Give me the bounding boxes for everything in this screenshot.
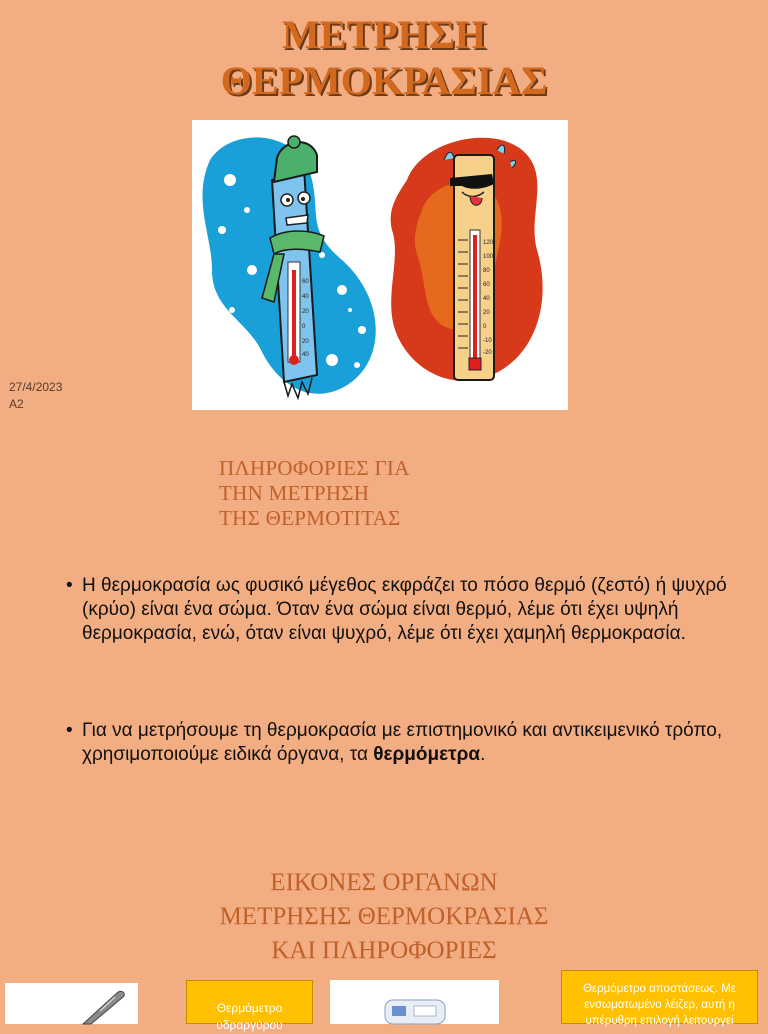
hot-scale-5: 40 [483,296,490,302]
hot-scale-8: -10 [483,338,492,344]
cold-scale-1: 60 [302,279,309,285]
cold-scale-4: 0 [302,324,306,330]
hot-scale-1: 120 [483,240,494,246]
info-bullet-list [66,574,746,767]
cold-scale-5: 20 [302,339,309,345]
subheading-line-3: ΤΗΣ ΘΕΡΜΟΤΙΤΑΣ [219,506,401,530]
cold-scale-6: 40 [302,352,309,358]
hot-scale-2: 100 [483,254,494,260]
instruments-heading-line-1: ΕΙΚΟΝΕΣ ΟΡΓΑΝΩΝ [270,869,498,896]
mercury-thermometer-info-card [186,980,313,1032]
hot-scale-9: -20 [483,350,492,356]
class-label: A2 [9,397,24,411]
thermometer-photo-card [5,983,138,1024]
mercury-thermometer-image [5,983,138,1024]
date-label: 27/4/2023 [9,380,63,394]
thermometers-illustration [192,120,568,410]
hot-scale-6: 20 [483,310,490,316]
hot-scale-7: 0 [483,324,487,330]
card-text-mercury: Θερμόμετρο [216,1001,283,1015]
bullet-text-bold: θερμόμετρα [373,744,481,765]
instruments-heading-line-3: ΚΑΙ ΠΛΗΡΟΦΟΡΙΕΣ [271,937,497,964]
instruments-heading [0,866,768,968]
bullet-item [66,574,746,646]
bullet-text-temperature-definition: Η θερμοκρασία ως φυσικό μέγεθος εκφράζει το πόσο θερμό (ζεστό) ή ψυχρό (κρύο) είναι ένα σώμα. Όταν ένα σώμα είναι θερμό, λέμε ότι έχει υψηλή θερμοκρασία, ενώ, όταν είναι ψυχρό, λέμε ότι έχει χαμηλή θερμοκρασία. [82,575,727,644]
hot-scale-3: 80 [483,268,490,274]
card-text-distance: Θερμόμετρο αποστάσεως. Με ενσωματωμένο λέιζερ, αυτή η υπέρυθρη επιλογή λειτουργεί [583,983,736,1027]
cold-scale-2: 40 [302,294,309,300]
infrared-thermometer-image [330,980,499,1024]
slide-footer-meta [9,379,62,413]
card-text-mercury-2: υδραργύρου [216,1018,283,1032]
distance-thermometer-info-card [561,970,758,1027]
distance-thermometer-photo-card [330,980,499,1024]
subheading-line-1: ΠΛΗΡΟΦΟΡΙΕΣ ΓΙΑ [219,456,410,480]
bullet-text-pre: Για να μετρήσουμε τη θερμοκρασία με επιστημονικό και αντικειμενικό τρόπο, χρησιμοποιούμε ειδικά όργανα, τα [82,720,723,765]
hot-scale-4: 60 [483,282,490,288]
title-line-2: ΘΕΡΜΟΚΡΑΣΙΑΣ [220,58,548,103]
info-subheading [219,456,410,531]
bullet-text-post: . [480,744,486,765]
page-title [0,12,768,104]
instruments-heading-line-2: ΜΕΤΡΗΣΗΣ ΘΕΡΜΟΚΡΑΣΙΑΣ [219,903,549,930]
subheading-line-2: ΤΗΝ ΜΕΤΡΗΣΗ [219,481,370,505]
title-line-1: ΜΕΤΡΗΣΗ [282,12,486,57]
bullet-item [66,719,746,767]
cold-scale-3: 20 [302,309,309,315]
